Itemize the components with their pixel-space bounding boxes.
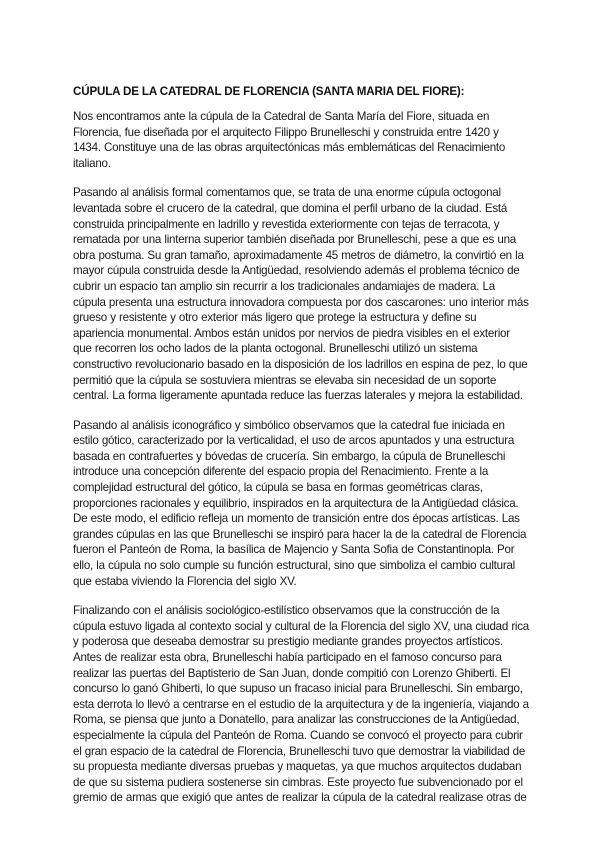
paragraph-iconographic-analysis: Pasando al análisis iconográfico y simbólico observamos que la catedral fue iniciada en estilo gótico, caracterizado por la verticalidad, el uso de arcos apuntados y una estructura basada en contrafuertes y bóvedas de crucería. Sin embargo, la cúpula de Brunelleschi introduce una concepción diferente del espacio propia del Renacimiento. Frente a la complejidad estructural del gótico, la cúpula se basa en formas geométricas claras, proporciones racionales y equilibrio, inspirados en la arquitectura de la Antigüedad clásica. De este modo, el edificio refleja un momento de transición entre dos épocas artísticas. Las grandes cúpulas en las que Brunelleschi se inspiró para hacer la de la catedral de Florencia fueron el Panteón de Roma, la basílica de Majencio y Santa Sofia de Constantinopla. Por ello, la cúpula no solo cumple su función estructural, sino que simboliza el cambio cultural que estaba viviendo la Florencia del siglo XV. bbox=[73, 418, 527, 588]
paragraph-formal-analysis: Pasando al análisis formal comentamos que, se trata de una enorme cúpula octogonal levantada sobre el crucero de la catedral, que domina el perfil urbano de la ciudad. Está construida principalmente en ladrillo y revestida exteriormente con tejas de terracota, y rematada por una linterna superior también diseñada por Brunelleschi, pese a que es una obra postuma. Su gran tamaño, aproximadamente 45 metros de diámetro, la convirtió en la mayor cúpula construida desde la Antigüedad, resolviendo además el problema técnico de cubrir un espacio tan amplio sin recurrir a los tradicionales andamiajes de madera. La cúpula presenta una estructura innovadora compuesta por dos cascarones: uno interior más grueso y resistente y otro exterior más ligero que protege la estructura y define su apariencia monumental. Ambos están unidos por nervios de piedra visibles en el exterior que recorren los ocho lados de la planta octogonal. Brunelleschi utilizó un sistema constructivo revolucionario basado en la disposición de los ladrillos en espina de pez, lo que permitió que la cúpula se sostuviera mientras se elevaba sin necesidad de un soporte central. La forma ligeramente apuntada reduce las fuerzas laterales y mejora la estabilidad. bbox=[73, 186, 529, 403]
paragraph-sociological-analysis: Finalizando con el análisis sociológico-estilístico observamos que la construcción de la cúpula estuvo ligada al contexto social y cultural de la Florencia del siglo XV, una ciudad rica y poderosa que deseaba demostrar su prestigio mediante grandes proyectos artísticos. Antes de realizar esta obra, Brunelleschi había participado en el famoso concurso para realizar las puertas del Baptisterio de San Juan, donde compitió con Lorenzo Ghiberti. El concurso lo ganó Ghiberti, lo que supuso un fracaso inicial para Brunelleschi. Sin embargo, esta derrota lo llevó a centrarse en el estudio de la arquitectura y de la ingeniería, viajando a Roma, se piensa que junto a Donatello, para analizar las construcciones de la Antigüedad, especialmente la cúpula del Panteón de Roma. Cuando se convocó el proyecto para cubrir el gran espacio de la catedral de Florencia, Brunelleschi tuvo que demostrar la viabilidad de su propuesta mediante diversas pruebas y maquetas, ya que muchos arquitectos dudaban de que su sistema pudiera sostenerse sin cimbras. Este proyecto fue subvencionado por el gremio de armas que exigió que antes de realizar la cúpula de la catedral realizase otras de bbox=[73, 604, 529, 805]
document-body bbox=[73, 84, 529, 820]
document-title: CÚPULA DE LA CATEDRAL DE FLORENCIA (SANTA MARIA DEL FIORE): bbox=[73, 85, 465, 98]
paragraph-introduction: Nos encontramos ante la cúpula de la Catedral de Santa María del Fiore, situada en Florencia, fue diseñada por el arquitecto Filippo Brunelleschi y construida entre 1420 y 1434. Constituye una de las obras arquitectónicas más emblemáticas del Renacimiento italiano. bbox=[73, 110, 506, 170]
